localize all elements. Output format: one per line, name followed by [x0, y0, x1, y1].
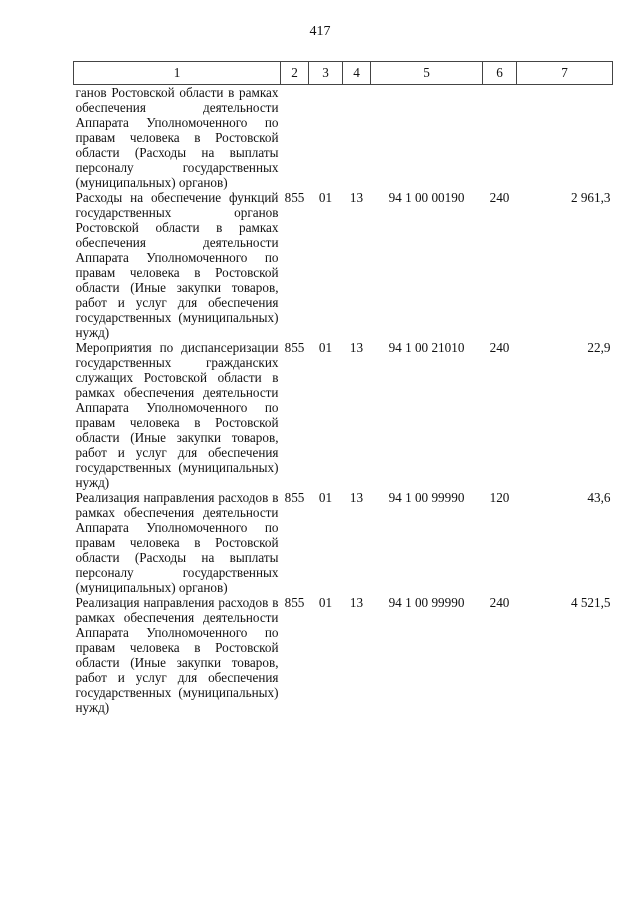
header-col-6: 6 — [483, 62, 517, 85]
row-section-code: 01 — [318, 190, 333, 205]
row-amount: 2 961,3 — [570, 190, 611, 205]
row-subsection-code: 13 — [349, 340, 364, 355]
row-description: Реализация направления расходов в рамках обеспечения деятельности Аппарата Уполномоченного по правам человека в Ростовской области (Иные закупки товаров, работ и услуг для обеспечения государственных (муниципальных) нужд) — [75, 595, 279, 715]
header-col-3: 3 — [309, 62, 343, 85]
row-section-code: 01 — [318, 490, 333, 505]
row-amount: 22,9 — [587, 340, 611, 355]
row-ministry-code: 855 — [284, 595, 305, 610]
row-subsection-code: 13 — [349, 595, 364, 610]
row-target-code: 94 1 00 99990 — [388, 490, 465, 505]
row-ministry-code — [281, 85, 309, 191]
header-col-7: 7 — [517, 62, 613, 85]
row-expense-type — [483, 85, 517, 191]
header-col-2: 2 — [281, 62, 309, 85]
table-row — [74, 595, 613, 715]
table-row — [74, 85, 613, 191]
row-amount — [517, 85, 613, 191]
table-row — [74, 340, 613, 490]
row-section-code — [309, 85, 343, 191]
row-expense-type: 240 — [489, 340, 510, 355]
row-description: Мероприятия по диспансеризации государственных гражданских служащих Ростовской области в рамках обеспечения деятельности Аппарата Уполномоченного по правам человека в Ростовской области (Иные закупки товаров, работ и услуг для обеспечения государственных (муниципальных) нужд) — [75, 340, 279, 490]
page-number: 417 — [309, 24, 331, 39]
row-expense-type: 240 — [489, 190, 510, 205]
row-subsection-code: 13 — [349, 490, 364, 505]
row-target-code — [371, 85, 483, 191]
row-target-code: 94 1 00 99990 — [388, 595, 465, 610]
table-header-row — [74, 62, 613, 85]
row-target-code: 94 1 00 00190 — [388, 190, 465, 205]
header-col-1: 1 — [74, 62, 281, 85]
row-amount: 4 521,5 — [570, 595, 611, 610]
row-ministry-code: 855 — [284, 340, 305, 355]
row-section-code: 01 — [318, 595, 333, 610]
row-subsection-code — [343, 85, 371, 191]
row-section-code: 01 — [318, 340, 333, 355]
header-col-4: 4 — [343, 62, 371, 85]
row-description: Расходы на обеспечение функций государственных органов Ростовской области в рамках обеспечения деятельности Аппарата Уполномоченного по правам человека в Ростовской области (Иные закупки товаров, работ и услуг для обеспечения государственных (муниципальных) нужд) — [75, 190, 279, 340]
table-row — [74, 490, 613, 595]
row-description: Реализация направления расходов в рамках обеспечения деятельности Аппарата Уполномоченного по правам человека в Ростовской области (Расходы на выплаты персоналу государственных (муниципальных) органов) — [75, 490, 279, 595]
row-expense-type: 240 — [489, 595, 510, 610]
row-ministry-code: 855 — [284, 190, 305, 205]
row-amount: 43,6 — [587, 490, 611, 505]
budget-table — [73, 61, 613, 715]
row-description: ганов Ростовской области в рамках обеспечения деятельности Аппарата Уполномоченного по правам человека в Ростовской области (Расходы на выплаты персоналу государственных (муниципальных) органов) — [75, 85, 279, 190]
header-col-5: 5 — [371, 62, 483, 85]
row-subsection-code: 13 — [349, 190, 364, 205]
row-expense-type: 120 — [489, 490, 510, 505]
row-ministry-code: 855 — [284, 490, 305, 505]
row-target-code: 94 1 00 21010 — [388, 340, 465, 355]
table-row — [74, 190, 613, 340]
